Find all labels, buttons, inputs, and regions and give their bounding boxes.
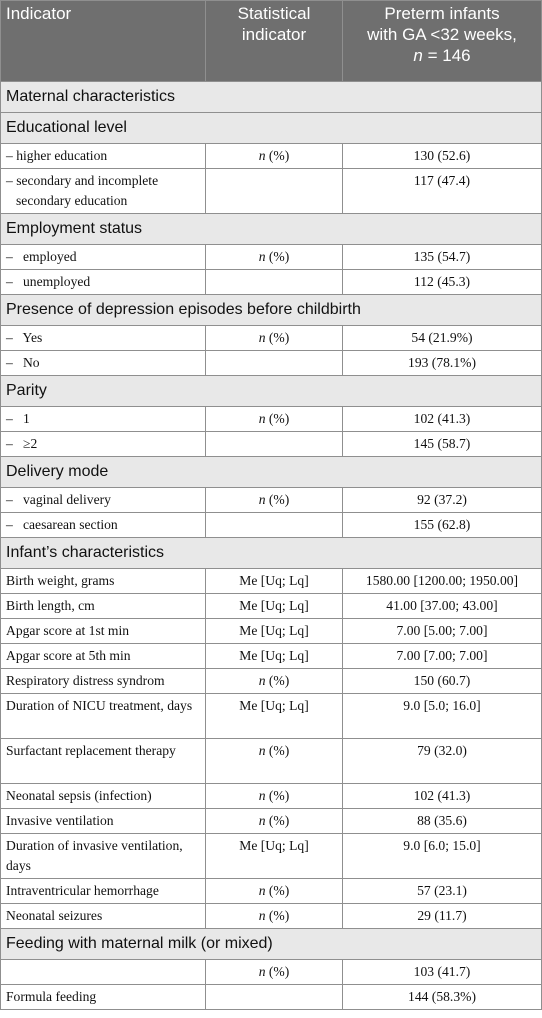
cell-indicator: [1, 407, 206, 432]
cell-value: 193 (78.1%): [343, 351, 542, 376]
cell-value: 54 (21.9%): [343, 326, 542, 351]
section-row: [1, 82, 542, 113]
table-row: [1, 594, 542, 619]
cell-value: 102 (41.3): [343, 407, 542, 432]
cell-indicator: [1, 809, 206, 834]
cell-value: 144 (58.3%): [343, 985, 542, 1010]
cell-indicator: [1, 985, 206, 1010]
cell-value: 9.0 [5.0; 16.0]: [343, 694, 542, 739]
indicator-label: – ≥2: [6, 436, 38, 451]
cell-indicator: [1, 270, 206, 295]
table-row: [1, 569, 542, 594]
stat-n-rest: (%): [265, 964, 290, 979]
cell-indicator: [1, 904, 206, 929]
stat-n-symbol: n: [258, 908, 266, 923]
cell-value: 9.0 [6.0; 15.0]: [343, 834, 542, 879]
cell-value: 41.00 [37.00; 43.00]: [343, 594, 542, 619]
cell-statistic: [206, 985, 343, 1010]
stat-n-symbol: n: [258, 411, 266, 426]
indicator-label: Neonatal sepsis (infection): [6, 788, 152, 803]
table-row: [1, 809, 542, 834]
table-row: [1, 669, 542, 694]
table-row: [1, 326, 542, 351]
table-row: [1, 488, 542, 513]
indicator-label: – No: [6, 355, 40, 370]
cell-value: 103 (41.7): [343, 960, 542, 985]
cell-indicator: [1, 960, 206, 985]
cell-statistic: [206, 245, 343, 270]
cell-indicator: [1, 619, 206, 644]
cell-statistic: [206, 513, 343, 538]
cell-value: 7.00 [7.00; 7.00]: [343, 644, 542, 669]
table-row: [1, 644, 542, 669]
cell-indicator: [1, 669, 206, 694]
cell-statistic: [206, 432, 343, 457]
indicator-label: Birth weight, grams: [6, 573, 115, 588]
stat-n-symbol: n: [258, 330, 266, 345]
cell-statistic: [206, 960, 343, 985]
table-row: [1, 619, 542, 644]
stat-n-rest: (%): [265, 330, 290, 345]
cell-indicator: [1, 784, 206, 809]
cell-value: 92 (37.2): [343, 488, 542, 513]
cell-value: 7.00 [5.00; 7.00]: [343, 619, 542, 644]
cell-statistic: Me [Uq; Lq]: [206, 569, 343, 594]
stat-n-rest: (%): [265, 249, 290, 264]
table-row: [1, 270, 542, 295]
indicator-label: Apgar score at 1st min: [6, 623, 130, 638]
cell-statistic: [206, 169, 343, 214]
cell-value: 130 (52.6): [343, 144, 542, 169]
section-title: Parity: [1, 376, 542, 407]
cell-value: 155 (62.8): [343, 513, 542, 538]
stat-n-rest: (%): [265, 788, 290, 803]
indicator-label: – caesarean section: [6, 517, 118, 532]
cell-value: 1580.00 [1200.00; 1950.00]: [343, 569, 542, 594]
cell-indicator: [1, 739, 206, 784]
cell-indicator: [1, 432, 206, 457]
stat-n-rest: (%): [265, 813, 290, 828]
section-row: [1, 376, 542, 407]
stat-n-symbol: n: [258, 964, 266, 979]
cell-value: 57 (23.1): [343, 879, 542, 904]
cell-statistic: Me [Uq; Lq]: [206, 644, 343, 669]
stat-n-rest: (%): [265, 411, 290, 426]
indicator-label: Intraventricular hemorrhage: [6, 883, 159, 898]
table-row: [1, 513, 542, 538]
table-body: [1, 82, 542, 1010]
cell-indicator: [1, 169, 206, 214]
cell-statistic: [206, 739, 343, 784]
indicator-label: Surfactant replacement therapy: [6, 743, 176, 758]
stat-n-symbol: n: [258, 813, 266, 828]
cell-value: 88 (35.6): [343, 809, 542, 834]
indicator-label: Respiratory distress syndrom: [6, 673, 165, 688]
section-title: Educational level: [1, 113, 542, 144]
table-row: [1, 144, 542, 169]
indicator-label: – vaginal delivery: [6, 492, 111, 507]
cell-indicator: [1, 569, 206, 594]
cell-statistic: [206, 669, 343, 694]
cell-statistic: [206, 879, 343, 904]
table-row: [1, 834, 542, 879]
header-preterm-infants: [343, 1, 542, 82]
stat-n-rest: (%): [265, 908, 290, 923]
indicator-label: Neonatal seizures: [6, 908, 103, 923]
cell-indicator: [1, 594, 206, 619]
indicator-label: Apgar score at 5th min: [6, 648, 131, 663]
section-title: Maternal characteristics: [1, 82, 542, 113]
cell-value: 102 (41.3): [343, 784, 542, 809]
stat-n-symbol: n: [258, 148, 266, 163]
table-row: [1, 960, 542, 985]
section-row: [1, 214, 542, 245]
table-row: [1, 245, 542, 270]
header-n-symbol: n: [413, 46, 423, 65]
header-n-value: = 146: [422, 46, 471, 65]
stat-n-symbol: n: [258, 743, 266, 758]
cell-value: 29 (11.7): [343, 904, 542, 929]
indicator-label: Duration of NICU treatment, days: [6, 698, 193, 713]
header-statistical-indicator: Statistical indicator: [206, 1, 343, 82]
table-header: [1, 1, 542, 82]
indicator-label: – Yes: [6, 330, 43, 345]
cell-indicator: [1, 879, 206, 904]
section-row: [1, 538, 542, 569]
stat-n-rest: (%): [265, 148, 290, 163]
section-title: Employment status: [1, 214, 542, 245]
stat-n-rest: (%): [265, 743, 290, 758]
cell-indicator: [1, 245, 206, 270]
stat-n-rest: (%): [265, 492, 290, 507]
table-row: [1, 432, 542, 457]
header-preterm-line1: Preterm infants: [384, 4, 500, 23]
cell-statistic: Me [Uq; Lq]: [206, 694, 343, 739]
stat-n-symbol: n: [258, 788, 266, 803]
indicator-label: Duration of invasive ventilation, days: [6, 838, 187, 873]
indicator-label: – higher education: [6, 148, 108, 163]
stat-n-symbol: n: [258, 673, 266, 688]
stat-n-symbol: n: [258, 492, 266, 507]
cell-statistic: [206, 351, 343, 376]
cell-statistic: [206, 326, 343, 351]
cell-statistic: [206, 144, 343, 169]
cell-value: 112 (45.3): [343, 270, 542, 295]
table-row: [1, 904, 542, 929]
section-row: [1, 929, 542, 960]
cell-indicator: [1, 513, 206, 538]
header-preterm-line2: with GA <32 weeks,: [367, 25, 517, 44]
cell-value: 145 (58.7): [343, 432, 542, 457]
table-row: [1, 694, 542, 739]
stat-n-rest: (%): [265, 883, 290, 898]
cell-value: 135 (54.7): [343, 245, 542, 270]
stat-n-symbol: n: [258, 883, 266, 898]
cell-indicator: [1, 488, 206, 513]
cell-statistic: Me [Uq; Lq]: [206, 594, 343, 619]
header-row: [1, 1, 542, 82]
cell-statistic: [206, 407, 343, 432]
section-title: Feeding with maternal milk (or mixed): [1, 929, 542, 960]
table-row: [1, 407, 542, 432]
cell-statistic: [206, 784, 343, 809]
cell-indicator: [1, 326, 206, 351]
table-row: [1, 739, 542, 784]
indicator-label: – employed: [6, 249, 77, 264]
indicator-label: – unemployed: [6, 274, 91, 289]
indicator-label: Invasive ventilation: [6, 813, 114, 828]
cell-value: 150 (60.7): [343, 669, 542, 694]
table-row: [1, 169, 542, 214]
table-row: [1, 784, 542, 809]
cell-indicator: [1, 351, 206, 376]
section-title: Infant’s characteristics: [1, 538, 542, 569]
cell-indicator: [1, 644, 206, 669]
indicator-label: – 1: [6, 411, 30, 426]
header-indicator: Indicator: [1, 1, 206, 82]
section-title: Presence of depression episodes before childbirth: [1, 295, 542, 326]
cell-statistic: Me [Uq; Lq]: [206, 834, 343, 879]
section-row: [1, 295, 542, 326]
cell-statistic: [206, 488, 343, 513]
cell-indicator: [1, 144, 206, 169]
table-row: [1, 879, 542, 904]
section-row: [1, 113, 542, 144]
section-row: [1, 457, 542, 488]
table-row: [1, 985, 542, 1010]
table-row: [1, 351, 542, 376]
section-title: Delivery mode: [1, 457, 542, 488]
cell-statistic: [206, 904, 343, 929]
stat-n-symbol: n: [258, 249, 266, 264]
indicator-label: – secondary and incomplete secondary education: [6, 173, 162, 208]
cell-statistic: [206, 809, 343, 834]
indicator-label: Birth length, cm: [6, 598, 95, 613]
cell-value: 117 (47.4): [343, 169, 542, 214]
stat-n-rest: (%): [265, 673, 290, 688]
cell-indicator: [1, 834, 206, 879]
cell-value: 79 (32.0): [343, 739, 542, 784]
indicator-label: Formula feeding: [6, 989, 97, 1004]
cell-indicator: [1, 694, 206, 739]
cell-statistic: [206, 270, 343, 295]
cell-statistic: Me [Uq; Lq]: [206, 619, 343, 644]
